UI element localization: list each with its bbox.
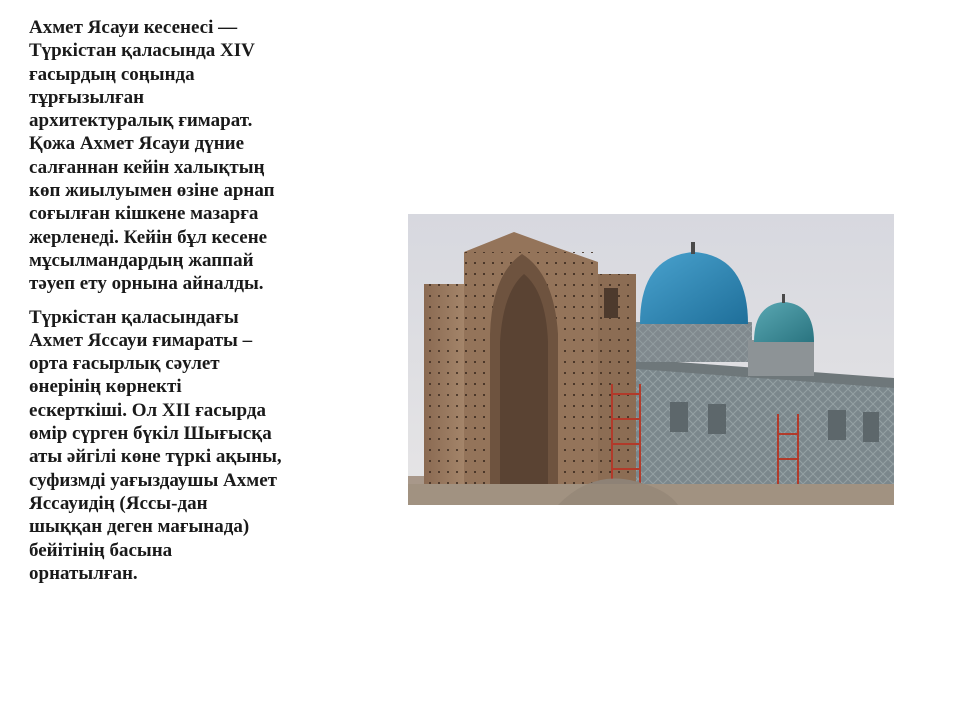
mausoleum-photo [408, 214, 894, 505]
paragraph-monument: Түркістан қаласындағы Ахмет Яссауи ғимараты – орта ғасырлық сәулет өнерінің көрнекті ескерткіші. Ол XII ғасырда өмір сүрген бүкіл Шығысқа аты әйгілі көне түркі ақыны, суфизмді уағыздаушы Ахмет Яссауидің (Яссы-дан шыққан деген мағынада) бейітінің басына орнатылған. [29, 306, 282, 584]
small-dome-drum [748, 340, 814, 376]
text-column [29, 16, 359, 585]
paragraph-history: Ахмет Ясауи кесенесі — Түркістан қаласында XIV ғасырдың соңында тұрғызылған архитектуралық ғимарат. Қожа Ахмет Ясауи дүние салғаннан кейін халықтың көп жиылуымен өзіне арнап соғылған кішкене мазарға жерленеді. Кейін бұл кесене мұсылмандардың жаппай тәуеп ету орнына айналды. [29, 17, 275, 295]
